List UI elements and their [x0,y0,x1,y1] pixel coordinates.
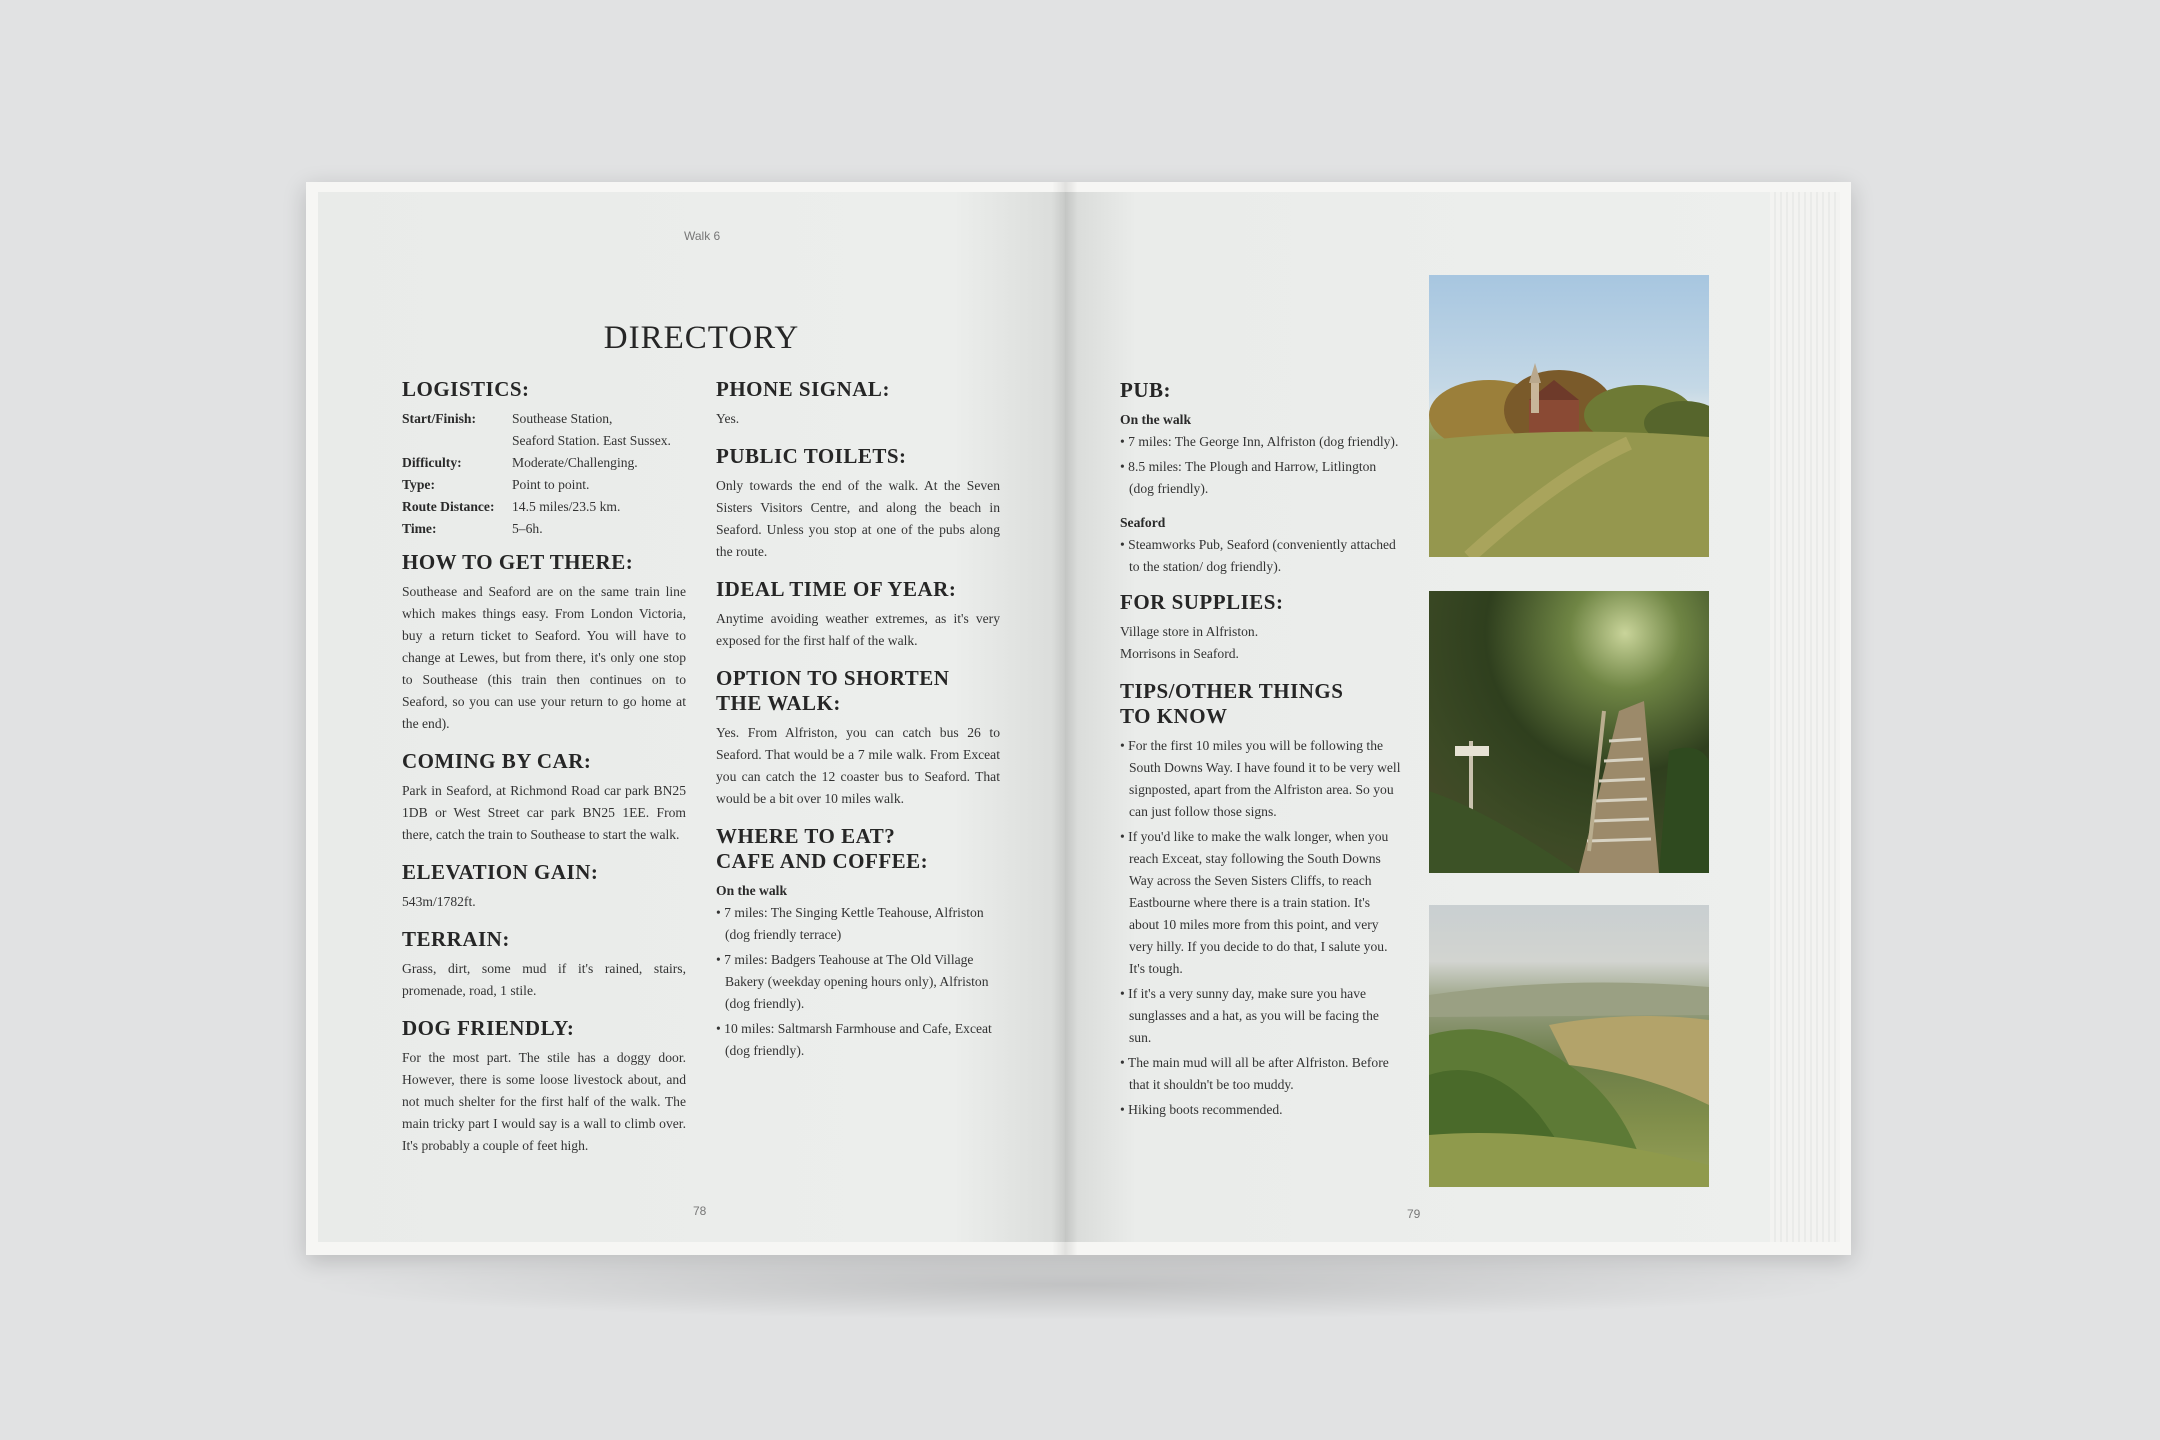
list-item: • If you'd like to make the walk longer, when you reach Exceat, stay following the South Downs Way across the Seven Sisters Cliffs, to reach Eastbourne where there is a train station. It's about 10 miles more from this point, and very very hilly. If you decide to do that, I salute you. It's tough. [1120,826,1402,980]
list-item: • For the first 10 miles you will be following the South Downs Way. I have found it to be very well signposted, apart from the Alfriston area. So you can just follow those signs. [1120,735,1402,823]
tips-list [1120,735,1402,1121]
list-item: • Steamworks Pub, Seaford (conveniently attached to the station/ dog friendly). [1120,534,1402,578]
pub-list-seaford [1120,534,1402,578]
list-item: • Hiking boots recommended. [1120,1099,1402,1121]
page-number-left: 78 [693,1204,707,1218]
logistics-row: Seaford Station. East Sussex. [512,433,671,448]
dog-friendly-heading: DOG FRIENDLY: [402,1016,575,1040]
shorten-walk-heading: OPTION TO SHORTEN THE WALK: [716,666,950,715]
list-item: • 8.5 miles: The Plough and Harrow, Litlington (dog friendly). [1120,456,1402,500]
right-column [1120,378,1402,1133]
where-to-eat-heading: WHERE TO EAT? CAFE AND COFFEE: [716,824,929,873]
left-column-2 [716,377,1000,1074]
where-to-eat-list [716,902,1000,1062]
photo-woodland-steps [1429,591,1709,873]
page-number-right: 79 [1407,1207,1421,1221]
how-to-get-there-heading: HOW TO GET THERE: [402,550,634,574]
list-item: • 7 miles: The Singing Kettle Teahouse, Alfriston (dog friendly terrace) [716,902,1000,946]
logistics-heading: LOGISTICS: [402,377,530,401]
elevation-gain-heading: ELEVATION GAIN: [402,860,599,884]
logistics-row: Time: 5–6h. [402,521,543,536]
list-item: • The main mud will all be after Alfriston. Before that it shouldn't be too muddy. [1120,1052,1402,1096]
list-item: • 7 miles: The George Inn, Alfriston (dog friendly). [1120,431,1402,453]
pub-subheading-seaford: Seaford [1120,515,1166,530]
logistics-table [402,408,671,540]
page-title: DIRECTORY [603,320,800,356]
supplies-heading: FOR SUPPLIES: [1120,590,1284,614]
running-head: Walk 6 [684,229,721,243]
pub-subheading-on-walk: On the walk [1120,412,1192,427]
pub-list-on-walk [1120,431,1402,500]
logistics-row: Route Distance: 14.5 miles/23.5 km. [402,499,621,514]
phone-signal-heading: PHONE SIGNAL: [716,377,890,401]
pub-heading: PUB: [1120,378,1171,402]
page-edges [1770,192,1840,1242]
logistics-row: Start/Finish: Southease Station, [402,411,613,426]
photo-downs-valley [1429,905,1709,1187]
supplies-text: Village store in Alfriston. Morrisons in Seaford. [1120,624,1259,661]
list-item: • If it's a very sunny day, make sure you have sunglasses and a hat, as you will be facing the sun. [1120,983,1402,1049]
book-gutter [1052,182,1078,1255]
ideal-time-heading: IDEAL TIME OF YEAR: [716,577,957,601]
coming-by-car-heading: COMING BY CAR: [402,749,592,773]
left-column-1 [402,377,686,1171]
tips-heading: TIPS/OTHER THINGS TO KNOW [1120,679,1344,728]
logistics-row: Type: Point to point. [402,477,590,492]
coming-by-car-text: Park in Seaford, at Richmond Road car park BN25 1DB or West Street car park BN25 1EE. From there, catch the train to Southease to start the walk. [402,783,686,842]
terrain-heading: TERRAIN: [402,927,510,951]
ideal-time-text: Anytime avoiding weather extremes, as it's very exposed for the first half of the walk. [716,611,1000,648]
shorten-walk-text: Yes. From Alfriston, you can catch bus 26 to Seaford. That would be a 7 mile walk. From Exceat you can catch the 12 coaster bus to Seaford. That would be a bit over 10 miles walk. [716,725,1000,806]
logistics-row: Difficulty: Moderate/Challenging. [402,455,638,470]
phone-signal-text: Yes. [716,411,740,426]
how-to-get-there-text: Southease and Seaford are on the same train line which makes things easy. From London Victoria, buy a return ticket to Seaford. You will have to change at Lewes, but from there, it's only one stop to Southease (this train then continues on to Seaford, so you can use your return to go home at the end). [402,584,686,731]
where-to-eat-subheading: On the walk [716,883,788,898]
terrain-text: Grass, dirt, some mud if it's rained, stairs, promenade, road, 1 stile. [402,961,686,998]
photo-church-meadow [1429,275,1709,557]
book-shadow [300,1250,1860,1320]
public-toilets-text: Only towards the end of the walk. At the Seven Sisters Visitors Centre, and along the beach in Seaford. Unless you stop at one of the pubs along the route. [716,478,1000,559]
dog-friendly-text: For the most part. The stile has a doggy door. However, there is some loose livestock about, and not much shelter for the first half of the walk. The main tricky part I would say is a wall to climb over. It's probably a couple of feet high. [402,1050,686,1153]
elevation-gain-text: 543m/1782ft. [402,894,476,909]
public-toilets-heading: PUBLIC TOILETS: [716,444,907,468]
list-item: • 7 miles: Badgers Teahouse at The Old Village Bakery (weekday opening hours only), Alfriston (dog friendly). [716,949,1000,1015]
list-item: • 10 miles: Saltmarsh Farmhouse and Cafe, Exceat (dog friendly). [716,1018,1000,1062]
